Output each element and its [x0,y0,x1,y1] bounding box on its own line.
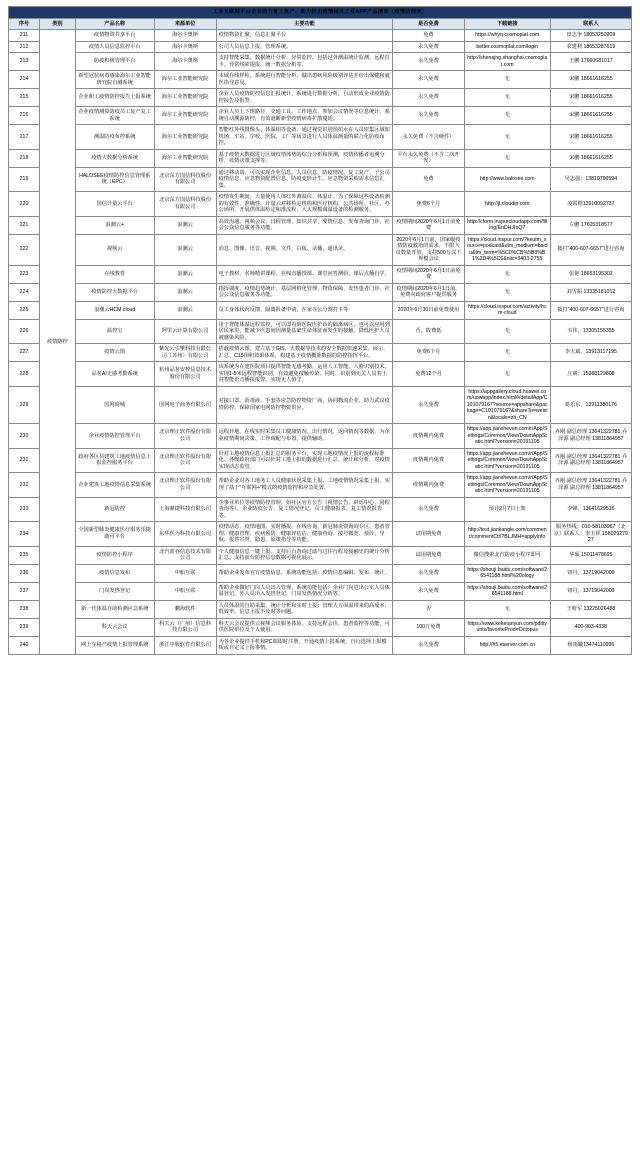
cell-contact: 左鹏 17605318577 [550,216,631,234]
cell-link[interactable]: https://app.jianshevun.com/r/App/Settings/Common/View/DownAppStatic.html?version=20191105 [464,473,550,498]
table-row [9,71,632,89]
cell-name: 温控宝 [75,319,154,344]
cell-name: 浪潮云HCM cloud [75,301,154,319]
table-row [9,149,632,167]
cell-no: 222 [9,234,40,265]
cell-link[interactable]: 微信搜索北汽防疫小程序即可 [464,546,550,564]
cell-func: 员工身体状况反馈，隔离报备申请，在家办公分割打卡等 [216,301,393,319]
cell-contact: 拨打"400-607-6657"进行咨询 [550,234,631,265]
cell-contact: 吴志强：13810796594 [550,167,631,192]
cell-unit: 北京东方国信科技股份有限公司 [154,192,216,217]
table-row [9,448,632,473]
cell-link[interactable]: 无 [464,71,550,89]
cell-contact: 庄素：15988129808 [550,362,631,387]
table-row [9,265,632,283]
product-list-table [8,6,632,655]
cell-func: 基于疫情大数据进行区域疫情体势的综合分析和预测，疫情传播者追溯分析、疫情决策支撑等。 [216,149,393,167]
table-row [9,89,632,107]
cell-func: 疫情物资汇聚，信息汇聚平台 [216,30,393,42]
cell-no: 225 [9,301,40,319]
cell-no: 219 [9,167,40,192]
cell-unit: 北京理正软件股份有限公司 [154,448,216,473]
cell-unit: 阿里云计算有限公司 [154,319,216,344]
table-row [9,618,632,636]
cell-link[interactable]: http://jl.cloudip.com [464,192,550,217]
cell-unit: 科天云（广州）信息科技有限公司 [154,618,216,636]
cell-contact: 齐刚 副总经理 13641322781 乔泽源 副总经理 13811864957 [550,473,631,498]
cell-unit: 海尔工业智能研究院 [154,125,216,150]
table-row [9,125,632,150]
cell-name: 浪潮云+ [75,216,154,234]
cell-func: 帮助企业对各工地务工人员健康状况采集上报、工地疫情情况采集上报，实现了基于"互联网+"模式的疫情监控和应急处置。 [216,473,393,498]
cell-func: 公司人员信息上报，管理系统。 [216,41,393,53]
cell-no: 221 [9,216,40,234]
cell-func: 消息、图像、语音、视频、文件、白板、录播、通讯录。 [216,234,393,265]
cell-name: 疫情人员信息监控平台 [75,41,154,53]
cell-link[interactable]: http://www.balosee.com [464,167,550,192]
cell-name: 国信计量云平台 [75,192,154,217]
cell-func: 企业人员疫情防控信息汇报统计，系统进行数据分析，自动形成企业疫情防控报告及报警。 [216,89,393,107]
cell-link[interactable]: https://cloud.inspur.com/?keutm_source=podcast&utm_medium=baidu&tm_term=%5C0%CB%5B3%B1%2D4%5C6&oiic=3403-2755 [464,234,550,265]
table-row [9,636,632,654]
document-title: 工业互联网平台企业助力复工复产、助力抗击疫情相关工业APP产品清单（疫情防控类） [9,7,632,19]
cell-name: 疫情物资共享平台 [75,30,154,42]
cell-func: 企事业单位等疫情防控管理，如社区官方公告（视情公告、辟谣中心、同程查询等）、企业防疫公告、复工情况登记、员工健康报表、复工情况报表等。 [216,497,393,522]
table-row [9,216,632,234]
cell-unit: 海尔工业智能研究院 [154,149,216,167]
cell-link[interactable]: https://appgallery.cloud.huawei.com/uowapp/index.html#/detailApp/C101079167?source=appshare&package=C10107916?&shareTo=weixin&locale=zh_CN [464,386,550,424]
cell-link[interactable]: 无 [464,125,550,150]
cell-unit: 浙江中服软件有限公司 [154,636,216,654]
cell-func: 搭载疫情云图，建立基于GIS、大数据等技术的安全数据快速采集、展示，汇总、C15围积效果体系，构建基于疫情概准数据的防控指挥平台。 [216,344,393,362]
cell-no: 234 [9,522,40,547]
cell-no: 223 [9,265,40,283]
cell-func: 通过移动端，可以实现企业信息、人员信息、防疫情况、复工复产、子公司疫情信息、应急物资配置信息、防疫变形计生、应急物资采购需求信息汇集。 [216,167,393,192]
cell-free: 试用期免费 [393,546,465,564]
cell-no: 231 [9,448,40,473]
table-row [9,497,632,522]
cell-func: 电子教材、名师精讲课程、在线直播授课、课堂问答测验、课后点播自学。 [216,265,393,283]
cell-free: 否 [393,600,465,618]
cell-contact: 李大斌，13913117195 [550,344,631,362]
cell-unit: 海尔工业智能研究院 [154,71,216,89]
cell-name: 科天云会议 [75,618,154,636]
cell-contact: 李锋，13641629516 [550,497,631,522]
cell-contact: 400-903-4338 [550,618,631,636]
cell-link[interactable]: 无 [464,362,550,387]
cell-contact: 农建利 18653287619 [550,41,631,53]
cell-link[interactable]: http://test.jiankangle.com/comment/commentCtrl?BLJMH=applyInfo [464,522,550,547]
cell-link[interactable]: https://app.jianshevun.com/r/App/Settings/Common/View/DownAppStatic.html?version=20191105 [464,424,550,449]
cell-free: 永久免费（不含硬件） [393,125,465,150]
cell-name: 疫情防控小程序 [75,546,154,564]
cell-free: 100万免费 [393,618,465,636]
cell-no: 238 [9,600,40,618]
cell-unit: 海尔卡奥斯 [154,41,216,53]
table-row [9,30,632,42]
cell-link[interactable]: http://h5.eserver.com.cn [464,636,550,654]
cell-func: 对接口罩、消毒液、手套等应急防控物资厂商，协同物流企业、助力武汉疫情防控，保障国家电网防控物资供应。 [216,386,393,424]
table-row [9,564,632,582]
cell-free: 否，收费低 [393,319,465,344]
cell-name: 企业疫情防控管理平台 [75,424,154,449]
cell-link[interactable]: 无 [464,149,550,167]
table-row [9,192,632,217]
cell-func: 科天云会议提供云视频会议服务体验。支持远程会诊、患者监控等功能，可供医院单位及个人使用。 [216,618,393,636]
cell-unit: 海尔工业智能研究院 [154,89,216,107]
cell-free: 试用期免费 [393,522,465,547]
header-main-function: 主要功能 [216,18,393,30]
cell-free: 平台永久免费（不含二次开发） [393,149,465,167]
cell-free: 永久免费 [393,564,465,582]
cell-contact: 华硕 15011478695 [550,546,631,564]
table-row [9,344,632,362]
cell-func: 智能红外线摄像头、体温相等设备，通过视觉识别预拍水在人员密集区域如机场、车站、学校、医院、工厂等场景进行人员体温测量的联合化防疫布控。 [216,125,393,150]
cell-free: 永久免费 [393,497,465,522]
cell-free: 永久免费 [393,636,465,654]
cell-func: 为各企业提供手机和PC端即时注册，开通疫情上报系统，自行选择上报模板或自定义上报事情。 [216,636,393,654]
cell-unit: 东华医为科技有限公司 [154,522,216,547]
cell-name: 门岗发热登记 [75,582,154,600]
cell-name: 新冠防控 [75,497,154,522]
cell-unit: 浪潮云 [154,283,216,301]
cell-free: 免费6个月 [393,344,465,362]
table-row [9,41,632,53]
table-row [9,234,632,265]
cell-contact: 宋鹏 18661616255 [550,125,631,150]
cell-contact: 田志争 18053250909 [550,30,631,42]
cell-free: 永久免费 [393,107,465,125]
cell-unit: 浪潮云 [154,265,216,283]
cell-no: 237 [9,582,40,600]
cell-free: 免费12个月 [393,362,465,387]
cell-link[interactable]: 无 [464,89,550,107]
cell-no: 214 [9,71,40,89]
cell-link[interactable]: 无 [464,600,550,618]
cell-func: 疫情动态、疫情地图、实时播报、在线咨询、新冠肺炎资询询专区、患者管理、健康管理、疾病预防、健康评估估、健康查询、接号微宽、预诊、导航、报答宣誉、隐患、原策指导等功能。 [216,522,393,547]
cell-name: 疫情云图 [75,344,154,362]
table-row [9,53,632,71]
cell-no: 233 [9,497,40,522]
table-head [9,7,632,30]
cell-name: 在线教育 [75,265,154,283]
header-source-unit: 来源单位 [154,18,216,30]
cell-no: 215 [9,89,40,107]
cell-unit: 北京东方国信科技股份有限公司 [154,167,216,192]
cell-unit: 浪潮云 [154,216,216,234]
cell-free: 免费 [393,167,465,192]
table-row [9,600,632,618]
cell-link[interactable]: http://cform.inspurcloudapp.com/filling/EnDHJInQ7 [464,216,550,234]
cell-func: 远程异地。在线实时采集员工健康情况，出行情况，返回情况等数据。为企业疫情期间决策、工作调配与布置，提供辅助。 [216,424,393,449]
cell-link[interactable]: http://shenajng.shanghai.cosmoplat.com [464,53,550,71]
cell-no: 228 [9,362,40,387]
cell-free: 免费6个月 [393,192,465,217]
table-row [9,301,632,319]
cell-free: 免费 [393,30,465,42]
cell-no: 226 [9,319,40,344]
cell-no: 220 [9,192,40,217]
cell-contact: 拨打"400-607-6657"进行咨询 [550,301,631,319]
cell-contact: 齐刚 副总经理 13641322781 乔泽源 副总经理 13811864957 [550,448,631,473]
cell-name: 企业职工疫情防控报告上报系统 [75,89,154,107]
cell-unit: 北京理正软件股份有限公司 [154,424,216,449]
cell-contact: 宋鹏 18661616255 [550,89,631,107]
cell-free: 疫情期间2020年6月1日前，免费向政府客户提供服务 [393,283,465,301]
cell-contact: 服务热线：010-58103967（北京）联系人：李玉祥 15802927027 [550,522,631,547]
cell-contact: 王哈军 13225026488 [550,600,631,618]
cell-unit: 鹏海软件 [154,600,216,618]
cell-contact: 宋鹏 18661616255 [550,107,631,125]
cell-name: 政府各区县建筑工地疫情信息上报监控服务平台 [75,448,154,473]
cell-unit: 浪潮云 [154,234,216,265]
cell-no: 224 [9,283,40,301]
cell-free: 永久免费 [393,71,465,89]
header-is-free: 是否免费 [393,18,465,30]
cell-unit: 国网电子商务有限公司 [154,386,216,424]
cell-func: 帮助企业做好门岗人员出入管理。系统功能包括：企业门岗进出公室人员体温登记，外人员出入发热登记，门岗发热情况分析等。 [216,582,393,600]
cell-free: 永久免费 [393,53,465,71]
cell-func: 高效沟通、视频会议、日程管理、知识共享、要情信息、发布查询门诊、社会公众信息服务等功能。 [216,216,393,234]
cell-unit: 紫光云引擎科技有限公司（苏州）有限公司 [154,344,216,362]
cell-no: 212 [9,41,40,53]
cell-func: 该系统为在建医院项目提供智能无感考勤，运用人工智能、人脸识别技术，实现1-5米远程智能识别。有效避免接触传染、同时，识别到无关人员着上封智能语音播报报警，实现无人值守。 [216,362,393,387]
cell-free: 疫情期内免费 [393,424,465,449]
cell-name: 企业疫情测算防疫员工复产复工系统 [75,107,154,125]
cell-link[interactable]: https://www.keketanyun.com/pdittyuntx/favoriteProd=Octopus [464,618,550,636]
cell-no: 229 [9,386,40,424]
header-product-name: 产品名称 [75,18,154,30]
cell-no: 235 [9,546,40,564]
cell-name: 全国新型肺炎健康医疗服务乐捷助可平台 [75,522,154,547]
cell-no: 217 [9,125,40,150]
cell-free: 永久免费 [393,386,465,424]
cell-no: 230 [9,424,40,449]
cell-link[interactable]: https://app.jianshevun.com/r/App/Settings/Common/View/DownAppStatic.html?version=20191105 [464,448,550,473]
cell-name: HALOSEE疫情防控信息管理系统（EPC） [75,167,154,192]
cell-func: 针对工地疫情信息上报汇总的服务平台，实现工地疫情况上报的流程标准化、各级政府部门可以针对工地上报的数据进行汇总、统计和分析，对疫情实现动态监管。 [216,448,393,473]
table-row [9,473,632,498]
cell-name: 网上车租产疫情上报管理系统 [75,636,154,654]
cell-contact: 宋鹏 18661616255 [550,149,631,167]
cell-contact: 齐刚 副总经理 13641322781 乔泽源 副总经理 13811864957 [550,424,631,449]
cell-unit: 浪潮云 [154,301,216,319]
cell-free: 2020年6月30日前免费使用 [393,301,465,319]
cell-no: 227 [9,344,40,362]
cell-unit: 北京理正软件股份有限公司 [154,473,216,498]
cell-unit: 中船互联 [154,582,216,600]
cell-contact: 王鹏 17660681017 [550,53,631,71]
cell-func: 用于智能体温远程监控，可以即看到医院医护诊的隔离病区，也可以应用到居民家里，能减少医患间因测量基础生命体征而发生的接触，降低医护人员被感染风险。 [216,319,393,344]
cell-contact: 凌霄楷13910092737 [550,192,631,217]
table-row [9,107,632,125]
cell-no: 240 [9,636,40,654]
table-row [9,283,632,301]
cell-contact: 葛乐东，13911380176 [550,386,631,424]
cell-func: 疫情发生期间，大量使用人体红外测温仪、体温计、为了保障这些设备检测的有效性、准确性，计量云对移检定机构和医疗机构、公共场所、社区、办公场所、开展供体温检定和准流程、大大规模调温设备的检测服务。 [216,192,393,217]
cell-no: 218 [9,149,40,167]
cell-link[interactable]: 无 [464,265,550,283]
table-row [9,167,632,192]
table-row [9,362,632,387]
cell-link[interactable]: 无 [464,344,550,362]
cell-func: 帮助企业发布官方疫情信息，系统功能包括：疫情信息编辑、发布、统计。 [216,564,393,582]
cell-name: 疫情防控大数据平台 [75,283,154,301]
cell-name: 国网商城 [75,386,154,424]
cell-contact: 宋鹏 18661616255 [550,71,631,89]
cell-name: 测温防疫布控系统 [75,125,154,150]
table-row [9,546,632,564]
cell-unit: 海尔工业智能研究院 [154,107,216,125]
cell-link[interactable]: 无 [464,283,550,301]
cell-no: 216 [9,107,40,125]
cell-name: 企业建筑工地疫情信息采集系统 [75,473,154,498]
cell-func: 人员体温的自助采集、统计分析和实时上报；管理人方面温带来的高成本、低效率、信息上报不及时等问题。 [216,600,393,618]
table-row [9,522,632,547]
cell-category: 疫情防控 [40,30,76,655]
cell-no: 211 [9,30,40,42]
cell-link[interactable]: https://whyq.cosmoplat.com [464,30,550,42]
cell-free: 永久免费 [393,89,465,107]
cell-unit: 海尔卡奥斯 [154,30,216,42]
cell-free: 永久免费 [393,41,465,53]
cell-no: 236 [9,564,40,582]
cell-free: 疫情期内免费 [393,448,465,473]
cell-contact: 钮丹，13719042009 [550,564,631,582]
cell-contact: 刘雪振 13335181012 [550,283,631,301]
cell-no: 213 [9,53,40,71]
cell-contact: 钮丹，13719042009 [550,582,631,600]
table-row [9,582,632,600]
cell-name: 新型冠状病毒感染海尔工业智能研究院自测系统 [75,71,154,89]
cell-link[interactable]: 无 [464,107,550,125]
cell-no: 232 [9,473,40,498]
cell-unit: 海尔卡奥斯 [154,53,216,71]
cell-link[interactable]: better.cosmoplat.com/login [464,41,550,53]
title-row [9,7,632,19]
cell-free: 疫情期间2020年6月1日前免费 [393,265,465,283]
cell-name: 疫情大数据分析系统 [75,149,154,167]
cell-no: 239 [9,618,40,636]
header-download-link: 下载链接 [464,18,550,30]
cell-contact: 杨雨曦13474110996 [550,636,631,654]
cell-name: 疫情信息发布 [75,564,154,582]
cell-unit: 上海鼎捷科技有限公司 [154,497,216,522]
cell-func: 支持智能采集、数据统计分析、异常监控，包括过外测温统计监测、远程打卡、异常线索提报、统一数据分析等。 [216,53,393,71]
cell-free: 疫情期内免费 [393,473,465,498]
header-category: 类别 [40,18,76,30]
cell-func: 个人健康信息一键上报。支持后台查询过滤与过往行程及接触史的统计分析汇总。支持前台防控信息数据可视化展示。 [216,546,393,564]
table-body [9,30,632,655]
table-row [9,424,632,449]
cell-func: 指挥调度、疫情趋势统计、基层网格化管理、物资保障、发热患者门诊、社会公众信息服务等功能。 [216,283,393,301]
cell-unit: 中船互联 [154,564,216,582]
cell-link[interactable]: https://shouji.baidu.com/software/26541188.html [464,582,550,600]
header-row [9,18,632,30]
cell-link[interactable]: 无 [464,319,550,344]
cell-free: 永久免费 [393,582,465,600]
cell-free: 疫情期间2020年6月1日前免费 [393,216,465,234]
cell-func: 企业人员上下班路径、交通工具、工作地点、参加会议情况等信息统计，系统自动溯源防控，有效遮断新型疫情病毒扩散蔓延。 [216,107,393,125]
cell-func: 本域在线样检，系统进行智能分析，做出患病风险级别评估并给出保健和就医指导意见。 [216,71,393,89]
header-contact: 联系人 [550,18,631,30]
cell-link[interactable]: https://cloud.inspur.com/activity/hcm-cloud [464,301,550,319]
cell-free: 2020年6月1日前，国家级疫情防疫救治的需求，不限人员数量开放，支持500万以下规模会议 [393,234,465,265]
cell-contact: 韦伟，13305155355 [550,319,631,344]
cell-name: 新一代体温自助检测应急系统 [75,600,154,618]
cell-contact: 张艳 18653195302 [550,265,631,283]
cell-link[interactable]: https://shouji.baidu.com/software/26541188.html%20ology [464,564,550,582]
cell-name: 品茗AI无感考勤系统 [75,362,154,387]
table-row [9,386,632,424]
header-no: 序号 [9,18,40,30]
table-row [9,319,632,344]
cell-name: 防疫积极管理平台 [75,53,154,71]
cell-unit: 北汽蓝谷信息技术有限公司 [154,546,216,564]
cell-name: 视频云 [75,234,154,265]
cell-link[interactable]: 预计2月7日上架 [464,497,550,522]
cell-unit: 杭州品茗安控信息技术股份有限公司 [154,362,216,387]
